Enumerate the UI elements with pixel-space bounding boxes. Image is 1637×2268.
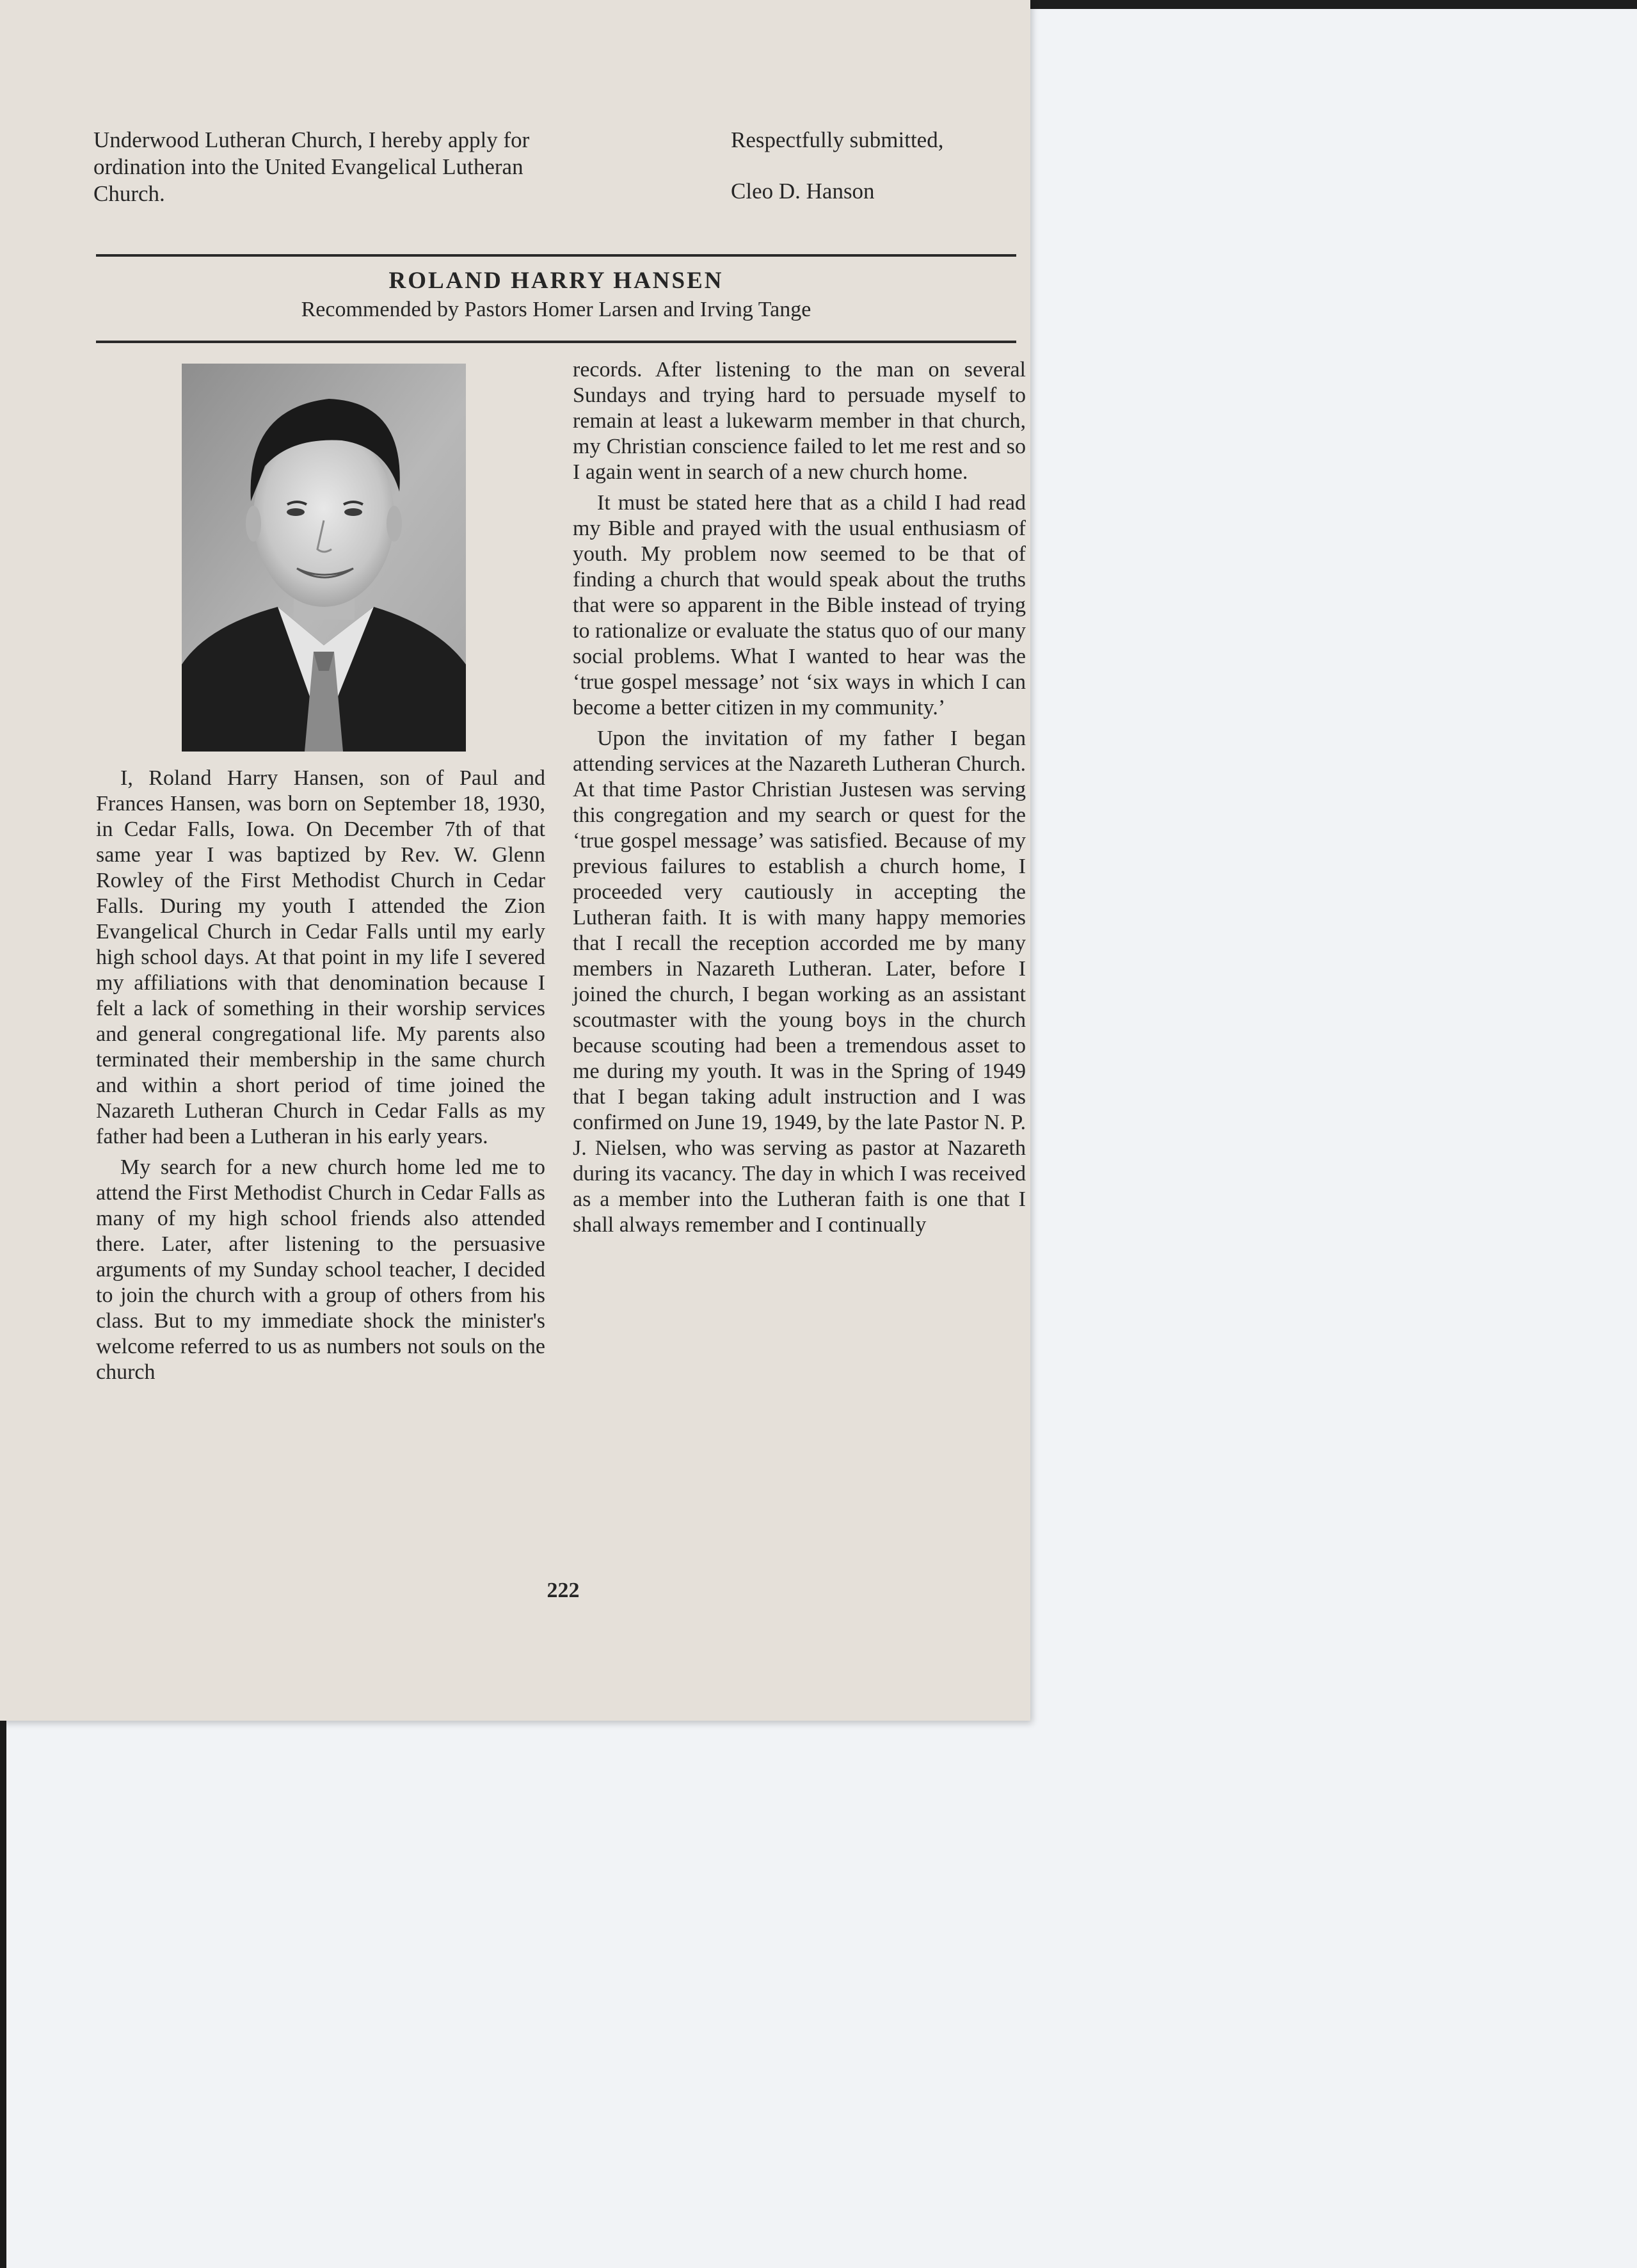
scanner-top-edge bbox=[1023, 0, 1637, 9]
paragraph: It must be stated here that as a child I had read my Bible and prayed with the usual enthusiasm of youth. My problem now seemed to be that of finding a church that would speak about the truths that were so apparent in the Bible instead of trying to rationalize or evaluate the status quo of our many social problems. What I wanted to hear was the ‘true gospel message’ not ‘six ways in which I can become a better citizen in my community.’ bbox=[573, 491, 1026, 720]
paragraph: Upon the invitation of my father I began attending services at the Nazareth Lutheran Church. At that time Pastor Christian Justesen was serving this congregation and my search or quest for the ‘true gospel message’ was satisfied. Because of my previous failures to establish a church home, I proceeded very cautiously in accepting the Lutheran faith. It is with many happy memories that I recall the reception accorded me by many members in Nazareth Lutheran. Later, before I joined the church, I began working as an assistant scoutmaster with the young boys in the church because scouting had been a tremendous asset to me during my youth. It was in the Spring of 1949 that I began taking adult instruction and I was confirmed on June 19, 1949, by the late Pastor N. P. J. Nielsen, who was serving as pastor at Nazareth during its vacancy. The day in which I was received as a member into the Lutheran faith is one that I shall always remember and I continually bbox=[573, 727, 1026, 1237]
signoff-text: Respectfully submitted, bbox=[731, 127, 944, 152]
newspaper-clipping bbox=[0, 0, 1030, 1721]
right-column bbox=[573, 357, 1026, 1238]
paragraph: I, Roland Harry Hansen, son of Paul and Frances Hansen, was born on September 18, 1930, in Cedar Falls, Iowa. On December 7th of that same year I was baptized by Rev. W. Glenn Rowley of the First Methodist Church in Cedar Falls. During my youth I attended the Zion Evangelical Church in Cedar Falls until my early high school days. At that point in my life I severed my affiliations with that denomination because I felt a lack of something in their worship services and general congregational life. My parents also terminated their membership in the same church and within a short period of time joined the Nazareth Lutheran Church in Cedar Falls as my father had been a Lutheran in his early years. bbox=[96, 766, 545, 1148]
left-column bbox=[96, 766, 545, 1385]
portrait-photo bbox=[182, 364, 466, 752]
article-heading bbox=[96, 266, 1016, 324]
top-divider bbox=[96, 254, 1016, 257]
scanner-left-edge bbox=[0, 1721, 6, 2268]
heading-divider bbox=[96, 341, 1016, 343]
previous-article-ending: Underwood Lutheran Church, I hereby apply for ordination into the United Evangelical Lutheran Church. bbox=[93, 127, 530, 206]
paragraph: My search for a new church home led me to attend the First Methodist Church in Cedar Falls as many of my high school friends also attended there. Later, after listening to the persuasive arguments of my Sunday school teacher, I decided to join the church with a group of others from his class. But to my immediate shock the minister's welcome referred to us as numbers not souls on the church bbox=[96, 1155, 545, 1384]
portrait-illustration bbox=[182, 364, 466, 752]
paragraph: records. After listening to the man on several Sundays and trying hard to persuade myself to remain at least a lukewarm member in that church, my Christian conscience failed to let me rest and so I again went in search of a new church home. bbox=[573, 358, 1026, 484]
page-number: 222 bbox=[547, 1579, 580, 1602]
signature-name: Cleo D. Hanson bbox=[731, 179, 875, 204]
article-subtitle: Recommended by Pastors Homer Larsen and Irving Tange bbox=[301, 298, 811, 321]
article-title: ROLAND HARRY HANSEN bbox=[388, 268, 724, 294]
signature-block bbox=[731, 127, 1012, 205]
